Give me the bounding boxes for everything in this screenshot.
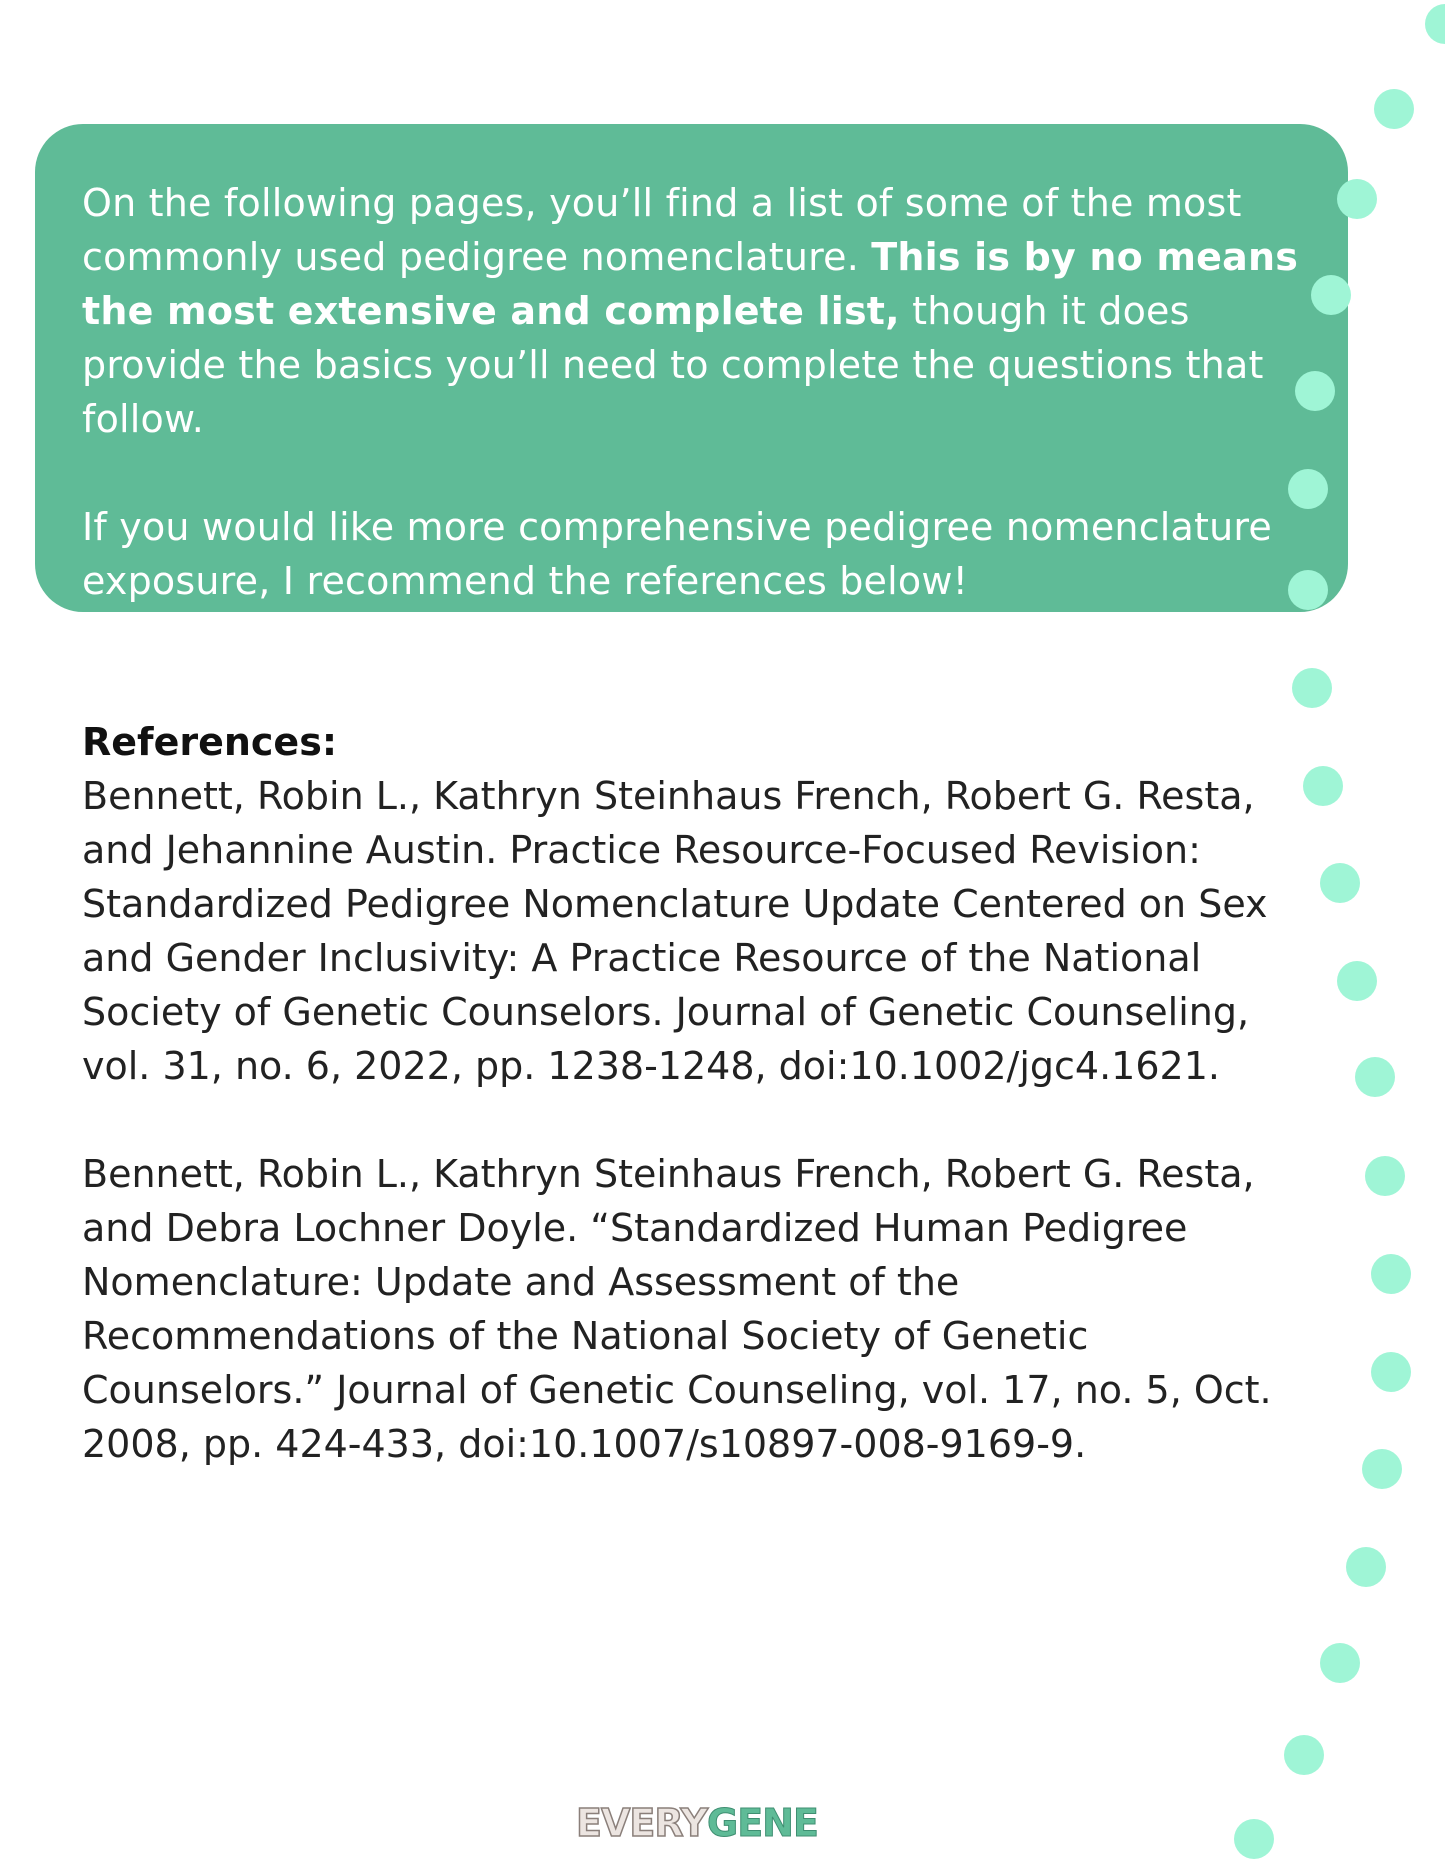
references-heading: References:: [82, 720, 338, 764]
logo-text-every: EVERY: [576, 1801, 708, 1845]
decorative-dot: [1355, 1057, 1395, 1097]
everygene-logo: [576, 1800, 818, 1846]
reference-item-2: Bennett, Robin L., Kathryn Steinhaus French, Robert G. Resta, and Debra Lochner Doyle. “Standardized Human Pedigree Nomenclature: Update and Assessment of the Recommendations of the National Society of Genetic Counselors.” Journal of Genetic Counseling, vol. 17, no. 5, Oct. 2008, pp. 424-433, doi:10.1007/s10897-008-9169-9.: [82, 1152, 1272, 1466]
references-section: [82, 715, 1302, 1471]
reference-item-1: Bennett, Robin L., Kathryn Steinhaus French, Robert G. Resta, and Jehannine Austin. Practice Resource-Focused Revision: Standardized Pedigree Nomenclature Update Centered on Sex and Gender Inclusivity: A Practice Resource of the National Society of Genetic Counselors. Journal of Genetic Counseling, vol. 31, no. 6, 2022, pp. 1238-1248, doi:10.1002/jgc4.1621.: [82, 774, 1268, 1088]
logo-text-gene: GENE: [707, 1801, 818, 1845]
decorative-dot: [1374, 89, 1414, 129]
decorative-dot: [1346, 1547, 1386, 1587]
intro-text-bold: This is by no means the most extensive and complete list,: [82, 235, 1299, 333]
decorative-dot: [1320, 1643, 1360, 1683]
decorative-dot: [1320, 863, 1360, 903]
intro-text-start: On the following pages, you’ll find a list of some of the most commonly used pedigree nomenclature.: [82, 181, 1242, 279]
decorative-dot: [1425, 4, 1445, 44]
decorative-dot: [1284, 1735, 1324, 1775]
decorative-dot: [1365, 1156, 1405, 1196]
decorative-dot: [1371, 1254, 1411, 1294]
intro-paragraph-2: If you would like more comprehensive pedigree nomenclature exposure, I recommend the references below!: [82, 505, 1272, 603]
decorative-dot: [1337, 961, 1377, 1001]
decorative-dot: [1371, 1352, 1411, 1392]
decorative-dot: [1234, 1819, 1274, 1859]
intro-paragraph-1: [82, 176, 1308, 446]
decorative-dot: [1303, 766, 1343, 806]
intro-text-end: though it does provide the basics you’ll need to complete the questions that follow.: [82, 289, 1264, 441]
intro-callout-box: [35, 124, 1348, 612]
decorative-dot: [1362, 1449, 1402, 1489]
decorative-dot: [1292, 668, 1332, 708]
